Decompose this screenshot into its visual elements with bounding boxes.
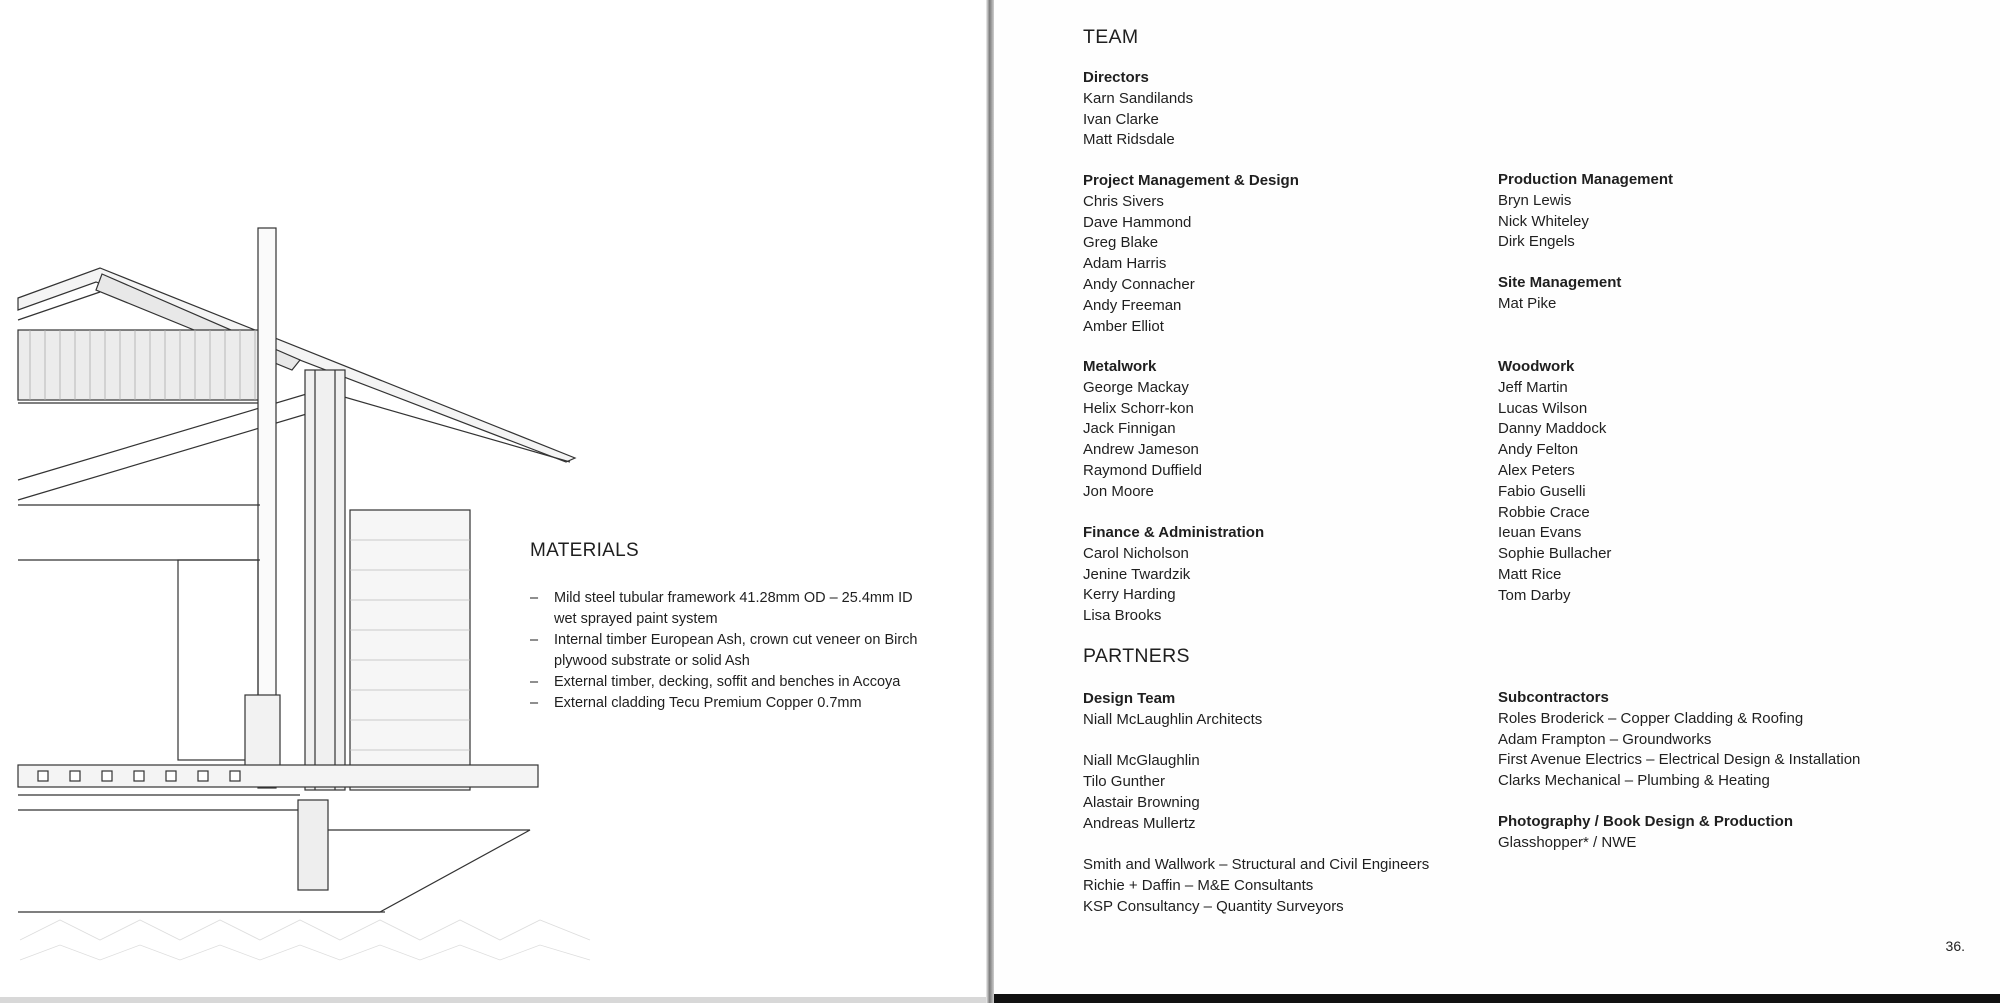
subcontractor-line: First Avenue Electrics – Electrical Design & Installation (1498, 751, 1861, 769)
person-name: Kerry Harding (1083, 586, 1176, 604)
subcontractor-line: Adam Frampton – Groundworks (1498, 730, 1712, 748)
book-gutter (986, 0, 994, 1003)
person-name: Niall McGlaughlin (1083, 752, 1200, 770)
person-name: Tilo Gunther (1083, 773, 1165, 791)
subcontractors-group (1498, 688, 1860, 792)
person-name: Robbie Crace (1498, 503, 1590, 521)
person-name: George Mackay (1083, 378, 1189, 396)
person-name: Helix Schorr-kon (1083, 399, 1194, 417)
person-name: Ivan Clarke (1083, 110, 1159, 128)
person-name: Dave Hammond (1083, 213, 1192, 231)
architectural-section-drawing (0, 200, 620, 970)
group-title: Production Management (1498, 171, 1674, 188)
materials-section (530, 540, 930, 714)
person-name: Matt Rice (1498, 565, 1562, 583)
person-name: Nick Whiteley (1498, 212, 1589, 230)
person-name: Sophie Bullacher (1498, 545, 1612, 563)
person-name: Andy Felton (1498, 441, 1579, 459)
photography-group (1498, 812, 1793, 854)
person-name: Lucas Wilson (1498, 399, 1588, 417)
person-name: Fabio Guselli (1498, 482, 1586, 500)
group-title: Project Management & Design (1083, 172, 1299, 189)
materials-item: – Mild steel tubular framework 41.28mm OD – 25.4mm ID wet sprayed paint system (530, 588, 930, 630)
group-title: Photography / Book Design & Production (1498, 813, 1794, 830)
person-name: Jeff Martin (1498, 378, 1568, 396)
directors-group (1083, 68, 1193, 151)
group-title: Metalwork (1083, 358, 1157, 375)
production-group (1498, 170, 1673, 253)
person-name: Tom Darby (1498, 586, 1571, 604)
firm-name: Niall McLaughlin Architects (1083, 710, 1263, 728)
person-name: Adam Harris (1083, 255, 1167, 273)
consultant-line: KSP Consultancy – Quantity Surveyors (1083, 897, 1344, 915)
materials-heading: MATERIALS (530, 540, 639, 561)
group-title: Design Team (1083, 690, 1176, 707)
person-name: Carol Nicholson (1083, 544, 1189, 562)
design-team-group (1083, 689, 1429, 918)
person-name: Alastair Browning (1083, 793, 1200, 811)
person-name: Amber Elliot (1083, 317, 1164, 335)
team-heading: TEAM (1083, 26, 1139, 48)
person-name: Jack Finnigan (1083, 420, 1176, 438)
finance-group (1083, 523, 1264, 627)
page-edge-right (994, 994, 2000, 1003)
person-name: Mat Pike (1498, 294, 1557, 312)
person-name: Jenine Twardzik (1083, 565, 1191, 583)
materials-item: – External cladding Tecu Premium Copper 0.7mm (530, 693, 930, 714)
person-name: Raymond Duffield (1083, 461, 1202, 479)
person-name: Danny Maddock (1498, 420, 1607, 438)
person-name: Andy Freeman (1083, 296, 1182, 314)
person-name: Karn Sandilands (1083, 89, 1194, 107)
person-name: Andy Connacher (1083, 275, 1195, 293)
consultant-line: Smith and Wallwork – Structural and Civil Engineers (1083, 856, 1430, 874)
person-name: Chris Sivers (1083, 192, 1164, 210)
materials-list (530, 588, 930, 714)
group-title: Subcontractors (1498, 689, 1609, 706)
group-title: Woodwork (1498, 358, 1575, 375)
consultant-line: Richie + Daffin – M&E Consultants (1083, 877, 1314, 895)
person-name: Dirk Engels (1498, 233, 1575, 251)
person-name: Andreas Mullertz (1083, 814, 1196, 832)
group-title: Finance & Administration (1083, 524, 1265, 541)
group-title: Site Management (1498, 274, 1622, 291)
left-page (0, 0, 990, 1003)
page-number: 36. (1945, 938, 1965, 954)
person-name: Bryn Lewis (1498, 191, 1572, 209)
person-name: Andrew Jameson (1083, 441, 1199, 459)
person-name: Ieuan Evans (1498, 524, 1582, 542)
group-title: Directors (1083, 69, 1149, 86)
person-name: Glasshopper* / NWE (1498, 833, 1637, 851)
page-edge-left (0, 997, 990, 1003)
metalwork-group (1083, 357, 1202, 503)
project-management-group (1083, 171, 1299, 337)
person-name: Lisa Brooks (1083, 607, 1162, 625)
materials-item: – Internal timber European Ash, crown cut veneer on Birch plywood substrate or solid Ash (530, 630, 930, 672)
woodwork-group (1498, 357, 1611, 607)
person-name: Matt Ridsdale (1083, 131, 1175, 149)
site-management-group (1498, 273, 1621, 315)
person-name: Jon Moore (1083, 482, 1154, 500)
subcontractor-line: Roles Broderick – Copper Cladding & Roofing (1498, 709, 1804, 727)
materials-item: – External timber, decking, soffit and benches in Accoya (530, 672, 930, 693)
person-name: Alex Peters (1498, 461, 1575, 479)
right-page (994, 0, 2000, 1003)
subcontractor-line: Clarks Mechanical – Plumbing & Heating (1498, 772, 1770, 790)
person-name: Greg Blake (1083, 234, 1159, 252)
partners-heading: PARTNERS (1083, 645, 1190, 667)
